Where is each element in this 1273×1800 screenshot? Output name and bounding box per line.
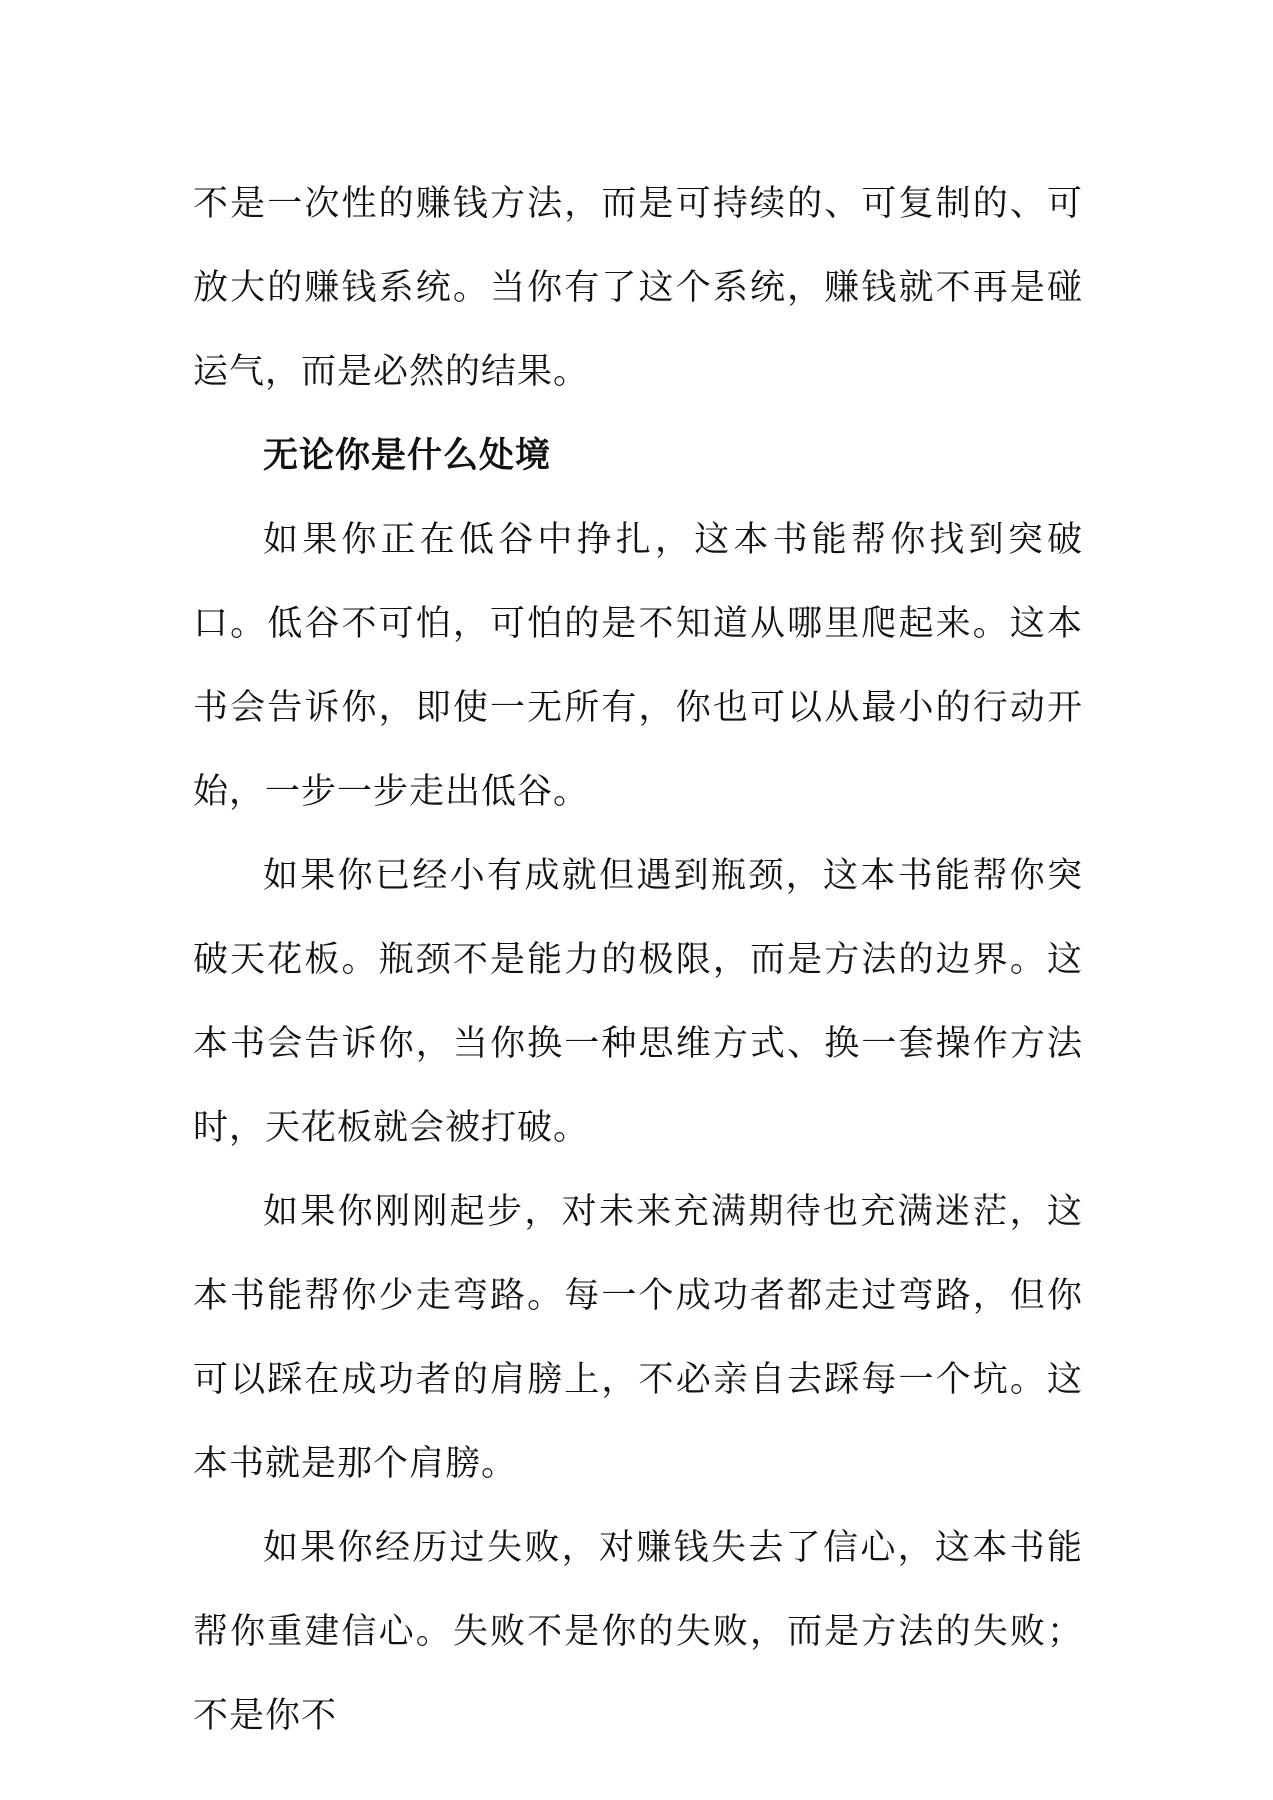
body-text	[193, 162, 1083, 1758]
section-heading: 无论你是什么处境	[263, 435, 552, 476]
paragraph-continuation: 不是一次性的赚钱方法，而是可持续的、可复制的、可放大的赚钱系统。当你有了这个系统，赚钱就不再是碰运气，而是必然的结果。	[193, 184, 1083, 392]
paragraph-starting-out: 如果你刚刚起步，对未来充满期待也充满迷茫，这本书能帮你少走弯路。每一个成功者都走过弯路，但你可以踩在成功者的肩膀上，不必亲自去踩每一个坑。这本书就是那个肩膀。	[193, 1192, 1083, 1484]
paragraph-bottleneck: 如果你已经小有成就但遇到瓶颈，这本书能帮你突破天花板。瓶颈不是能力的极限，而是方法的边界。这本书会告诉你，当你换一种思维方式、换一套操作方法时，天花板就会被打破。	[193, 856, 1083, 1148]
paragraph-low-point: 如果你正在低谷中挣扎，这本书能帮你找到突破口。低谷不可怕，可怕的是不知道从哪里爬起来。这本书会告诉你，即使一无所有，你也可以从最小的行动开始，一步一步走出低谷。	[193, 520, 1083, 812]
paragraph-failure: 如果你经历过失败，对赚钱失去了信心，这本书能帮你重建信心。失败不是你的失败，而是方法的失败；不是你不	[193, 1528, 1083, 1736]
